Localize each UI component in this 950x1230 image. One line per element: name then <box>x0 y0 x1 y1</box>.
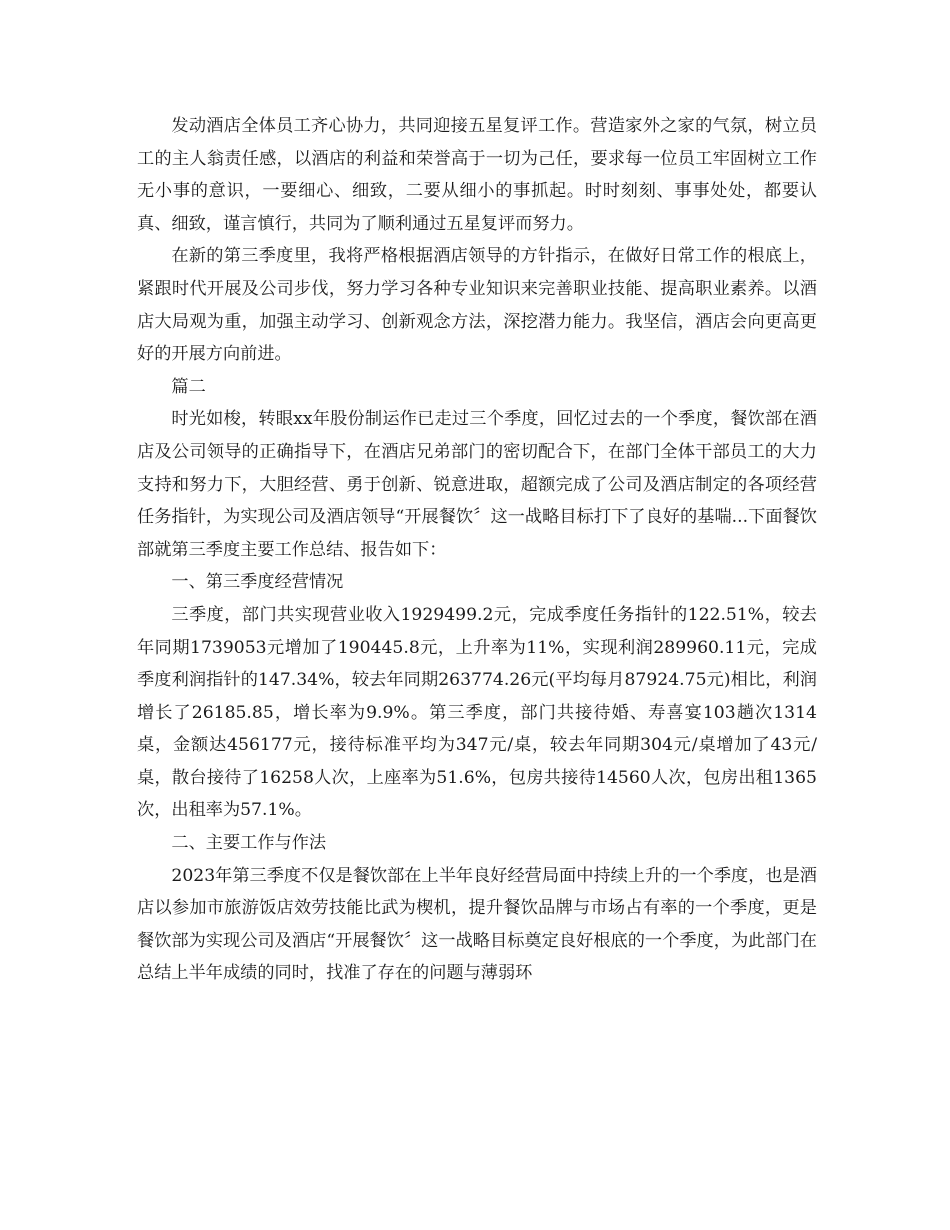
paragraph-main-work: 2023年第三季度不仅是餐饮部在上半年良好经营局面中持续上升的一个季度，也是酒店以参加市旅游饭店效劳技能比武为楔机，提升餐饮品牌与市场占有率的一个季度，更是餐饮部为实现公司及酒店“开展餐饮〞这一战略目标奠定良好根底的一个季度，为此部门在总结上半年成绩的同时，找准了存在的问题与薄弱环 <box>137 865 817 984</box>
paragraph-third-quarter-plan: 在新的第三季度里，我将严格根据酒店领导的方针指示，在做好日常工作的根底上，紧跟时代开展及公司步伐，努力学习各种专业知识来完善职业技能、提高职业素养。以酒店大局观为重，加强主动学习、创新观念方法，深挖潜力能力。我坚信，酒店会向更高更好的开展方向前进。 <box>137 246 817 365</box>
section-heading-part-two: 篇二 <box>171 376 206 397</box>
paragraph-five-star-review: 发动酒店全体员工齐心协力，共同迎接五星复评工作。营造家外之家的气氛，树立员工的主人翁责任感，以酒店的利益和荣誉高于一切为己任，要求每一位员工牢固树立工作无小事的意识，一要细心、细致，二要从细小的事抓起。时时刻刻、事事处处，都要认真、细致，谨言慎行，共同为了顺利通过五星复评而努力。 <box>137 116 817 234</box>
section-heading-operations: 一、第三季度经营情况 <box>171 572 344 593</box>
paragraph-operations-figures: 三季度，部门共实现营业收入1929499.2元，完成季度任务指针的122.51%，较去年同期1739053元增加了190445.8元，上升率为11%，实现利润289960.11元，完成季度利润指针的147.34%，较去年同期263774.26元(平均每月87924.75元)相比，利润增长了26185.85，增长率为9.9%。第三季度，部门共接待婚、寿喜宴103趟次1314桌，金额达456177元，接待标准平均为347元/桌，较去年同期304元/桌增加了43元/桌，散台接待了16258人次，上座率为51.6%，包房共接待14560人次，包房出租1365次，出租率为57.1%。 <box>137 604 817 821</box>
document-body <box>137 110 817 990</box>
paragraph-introduction: 时光如梭，转眼xx年股份制运作已走过三个季度，回忆过去的一个季度，餐饮部在酒店及公司领导的正确指导下，在酒店兄弟部门的密切配合下，在部门全体干部员工的大力支持和努力下，大胆经营、勇于创新、锐意进取，超额完成了公司及酒店制定的各项经营任务指针，为实现公司及酒店领导“开展餐饮〞这一战略目标打下了良好的基喘...下面餐饮部就第三季度主要工作总结、报告如下： <box>137 409 817 560</box>
section-heading-main-work: 二、主要工作与作法 <box>171 833 327 854</box>
